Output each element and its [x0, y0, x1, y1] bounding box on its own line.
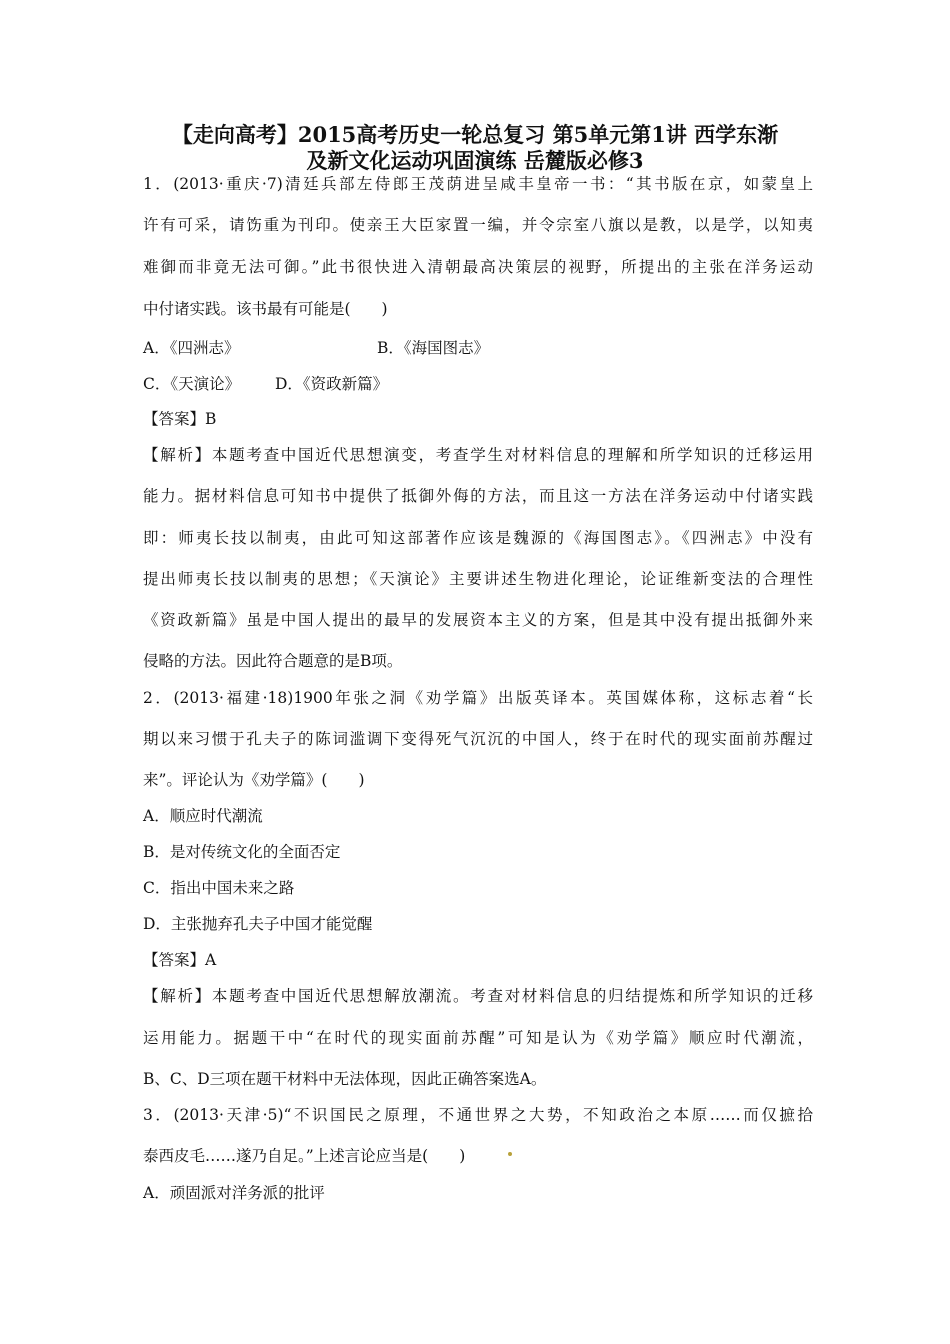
title-line-2: 及新文化运动巩固演练 岳麓版必修3: [306, 148, 644, 173]
q1-option-a: A．《四洲志》: [143, 339, 240, 357]
q3-stem-line-1: 3．(2013·天津·5)“不识国民之原理，不通世界之大势，不知政治之本原……而仅摭拾: [143, 1106, 813, 1124]
stray-mark: [508, 1152, 512, 1156]
q2-stem-line-2: 期以来习惯于孔夫子的陈词滥调下变得死气沉沉的中国人，终于在时代的现实面前苏醒过: [143, 730, 813, 748]
title-line-1: 【走向高考】2015高考历史一轮总复习 第5单元第1讲 西学东渐: [171, 122, 779, 147]
q2-option-a: A．顺应时代潮流: [143, 807, 263, 825]
q1-options-row-2: [143, 374, 813, 394]
document-title: [143, 122, 807, 174]
q1-analysis-line-4: 提出师夷长技以制夷的思想；《天演论》主要讲述生物进化理论，论证维新变法的合理性: [143, 570, 813, 588]
q2-option-d: D．主张抛弃孔夫子中国才能觉醒: [143, 915, 373, 933]
q2-analysis-line-3: B、C、D三项在题干材料中无法体现，因此正确答案选A。: [143, 1070, 547, 1088]
q1-options-row-1: [143, 338, 813, 358]
q1-stem-line-3: 难御而非竟无法可御。”此书很快进入清朝最高决策层的视野，所提出的主张在洋务运动: [143, 258, 813, 276]
q1-stem-line-2: 许有可采，请饬重为刊印。使亲王大臣家置一编，并令宗室八旗以是教，以是学，以知夷: [143, 216, 813, 234]
q1-answer: 【答案】B: [143, 410, 217, 428]
q3-stem-line-2: 泰西皮毛……遂乃自足。”上述言论应当是( ): [143, 1147, 466, 1165]
q2-option-b: B．是对传统文化的全面否定: [143, 843, 341, 861]
q2-analysis-line-1: 【解析】本题考查中国近代思想解放潮流。考查对材料信息的归结提炼和所学知识的迁移: [143, 987, 813, 1005]
q1-analysis-line-3: 即：师夷长技以制夷，由此可知这部著作应该是魏源的《海国图志》。《四洲志》中没有: [143, 529, 813, 547]
q2-stem-line-1: 2．(2013·福建·18)1900年张之洞《劝学篇》出版英译本。英国媒体称，这标志着“长: [143, 689, 813, 707]
q1-analysis-line-6: 侵略的方法。因此符合题意的是B项。: [143, 652, 403, 670]
q1-stem-line-4: 中付诸实践。该书最有可能是( ): [143, 300, 388, 318]
q1-option-c: C．《天演论》: [143, 375, 241, 393]
q1-option-b: B．《海国图志》: [377, 339, 490, 357]
q2-answer: 【答案】A: [143, 951, 217, 969]
q1-stem-line-1: 1．(2013·重庆·7)清廷兵部左侍郎王茂荫进呈咸丰皇帝一书：“其书版在京，如蒙皇上: [143, 175, 813, 193]
q2-analysis-line-2: 运用能力。据题干中“在时代的现实面前苏醒”可知是认为《劝学篇》顺应时代潮流，: [143, 1029, 813, 1047]
q2-option-c: C．指出中国未来之路: [143, 879, 295, 897]
q3-option-a: A．顽固派对洋务派的批评: [143, 1184, 325, 1202]
q1-analysis-line-1: 【解析】本题考查中国近代思想演变，考查学生对材料信息的理解和所学知识的迁移运用: [143, 446, 813, 464]
q1-option-d: D．《资政新篇》: [275, 375, 389, 393]
q1-analysis-line-2: 能力。据材料信息可知书中提供了抵御外侮的方法，而且这一方法在洋务运动中付诸实践: [143, 487, 813, 505]
q2-stem-line-3: 来”。评论认为《劝学篇》( ): [143, 771, 365, 789]
q1-analysis-line-5: 《资政新篇》虽是中国人提出的最早的发展资本主义的方案，但是其中没有提出抵御外来: [143, 611, 813, 629]
